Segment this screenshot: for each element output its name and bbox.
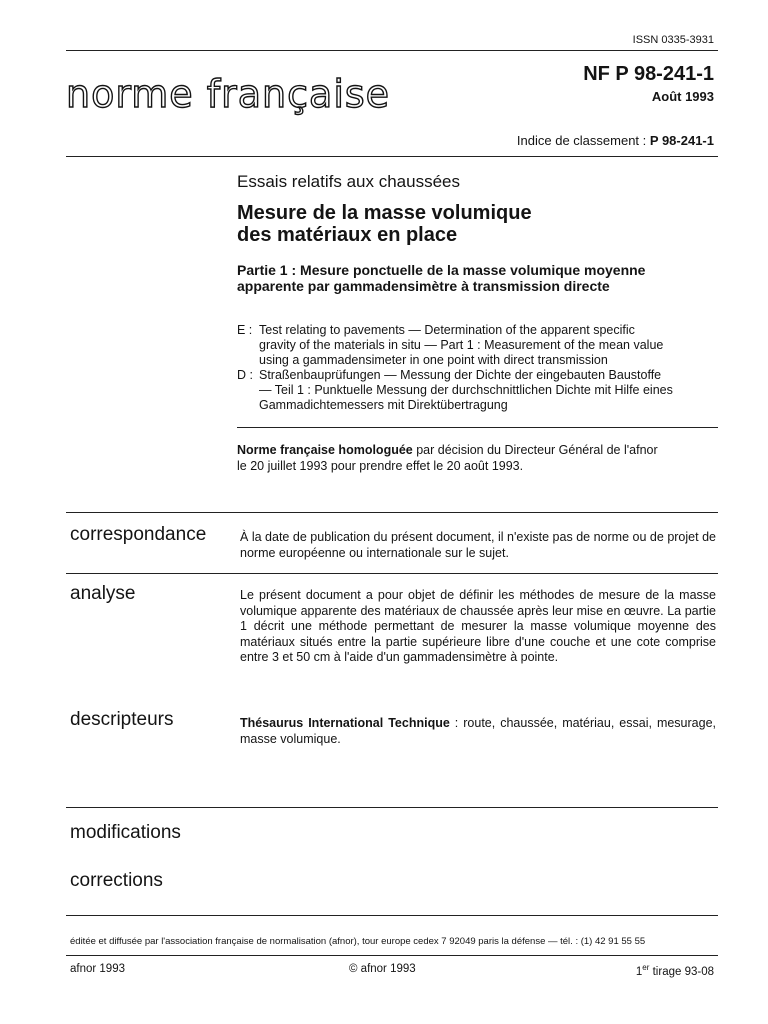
section-text-descripteurs [240,716,716,747]
indice-classement [517,133,714,148]
section-label-correspondance: correspondance [70,524,207,545]
translation-line: Straßenbauprüfungen — Messung der Dichte der eingebauten Baustoffe [259,368,662,382]
homologation-rest: par décision du Directeur Général de l'afnor [412,443,658,457]
section-text-correspondance: À la date de publication du présent document, il n'existe pas de norme ou de projet de norme européenne ou internationale sur le sujet. [240,530,716,560]
translation-line: — Teil 1 : Punktuelle Messung der durchschnittlichen Dichte mit Hilfe eines [259,383,673,397]
translation-key: E : [237,323,253,337]
translation-german [237,368,717,413]
document-title [237,202,717,246]
footer-right [636,963,714,978]
translation-line: using a gammadensimeter in one point with direct transmission [259,353,608,367]
norm-number: NF P 98-241-1 [583,63,714,85]
footer-edition: éditée et diffusée par l'association française de normalisation (afnor), tour europe cedex 7 92049 paris la défense — tél. : (1) 42 91 55 55 [70,936,646,947]
homologation-line-2: le 20 juillet 1993 pour prendre effet le 20 août 1993. [237,459,524,473]
thesaurus-label: Thésaurus International Technique [240,716,450,730]
brand-title: norme française [66,72,391,116]
section-label-modifications: modifications [70,822,181,843]
translation-line: gravity of the materials in situ — Part 1 : Measurement of the mean value [259,338,664,352]
subject: Essais relatifs aux chaussées [237,172,460,191]
section-label-analyse: analyse [70,583,136,604]
header-rule-top [66,50,718,51]
tirage-text: tirage 93-08 [649,965,714,978]
descripteurs-list: : route, chaussée, matériau, essai, mesurage, masse volumique. [240,716,716,746]
section-text-analyse: Le présent document a pour objet de définir les méthodes de mesure de la masse volumique apparente des matériaux de chaussée après leur mise en œuvre. La partie 1 décrit une méthode permettant de mesurer la masse volumique moyenne des matériaux situés entre la partie supérieure libre d'une couche et une cote comprise entre 3 et 50 cm à l'aide d'un gammadensimètre à pointe. [240,588,716,664]
indice-value: P 98-241-1 [649,133,714,148]
issn: ISSN 0335-3931 [632,34,714,46]
translations [237,323,717,413]
tirage-sup: er [642,963,650,972]
translation-english [237,323,717,368]
translation-key: D : [237,368,253,382]
footer-rule [66,955,718,956]
translation-line: Test relating to pavements — Determination of the apparent specific [259,323,635,337]
part-line-2: apparente par gammadensimètre à transmission directe [237,278,610,294]
section-label-corrections: corrections [70,870,163,891]
norm-date: Août 1993 [651,89,714,104]
homologation-bold: Norme française homologuée [237,443,413,457]
homologation [237,442,717,474]
divider-translations [237,427,718,428]
title-line-1: Mesure de la masse volumique [237,202,532,224]
tirage-number: 1 [635,965,643,978]
divider-correspondance [66,573,718,574]
translation-line: Gammadichtemessers mit Direktübertragung [259,398,508,412]
footer-center: © afnor 1993 [349,963,416,975]
divider-modifications [66,807,718,808]
section-label-descripteurs: descripteurs [70,709,174,730]
title-line-2: des matériaux en place [237,224,458,246]
divider-sections-top [66,512,718,513]
part-title [237,262,717,294]
divider-footer [66,915,718,916]
part-line-1: Partie 1 : Mesure ponctuelle de la masse volumique moyenne [237,262,646,278]
indice-label: Indice de classement : [516,133,647,148]
footer-left: afnor 1993 [70,963,125,975]
header-rule-bottom [66,156,718,157]
